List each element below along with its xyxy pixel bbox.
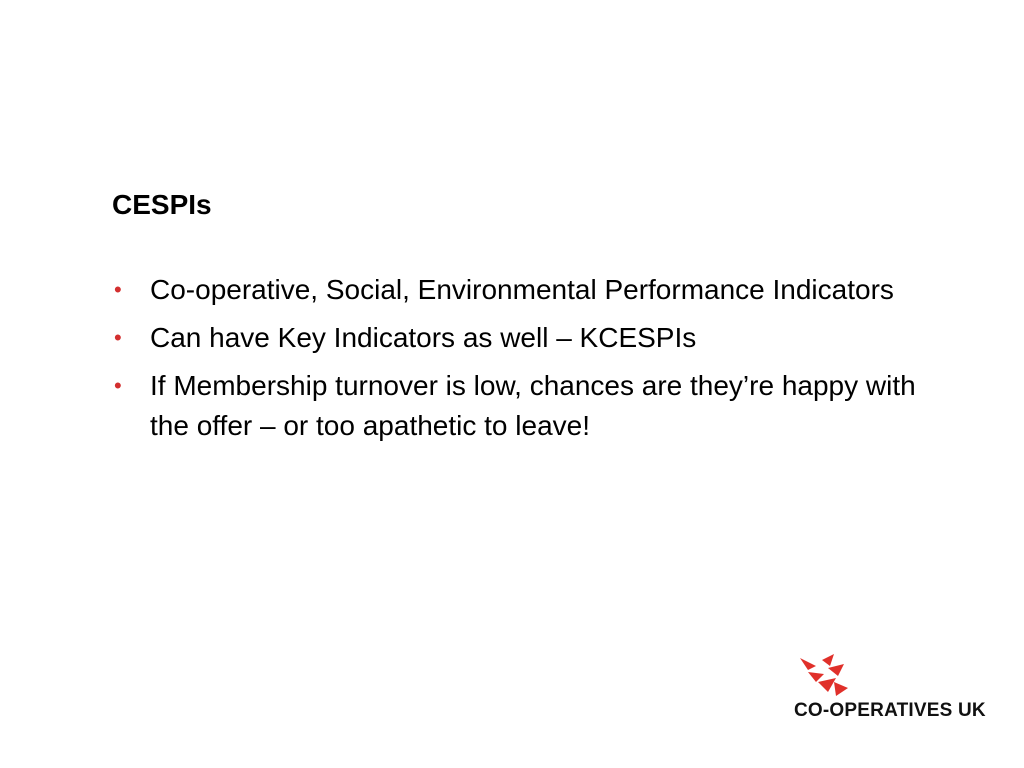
slide-title: CESPIs (112, 189, 212, 220)
bullet-item (112, 270, 932, 310)
bullet-text: Co-operative, Social, Environmental Performance Indicators (150, 274, 894, 305)
bullet-text: If Membership turnover is low, chances are they’re happy with the offer – or too apathetic to leave! (150, 370, 916, 441)
co-operatives-uk-logo (790, 652, 986, 732)
bullet-item (112, 318, 932, 358)
bullet-list (112, 270, 932, 454)
bullet-marker: • (114, 325, 122, 350)
bullet-item (112, 366, 932, 446)
bullet-text: Can have Key Indicators as well – KCESPIs (150, 322, 697, 353)
bullet-marker: • (114, 373, 122, 398)
bullet-marker: • (114, 277, 122, 302)
co-operatives-uk-bird-icon (794, 652, 854, 700)
logo-text: CO-OPERATIVES UK (794, 700, 986, 721)
